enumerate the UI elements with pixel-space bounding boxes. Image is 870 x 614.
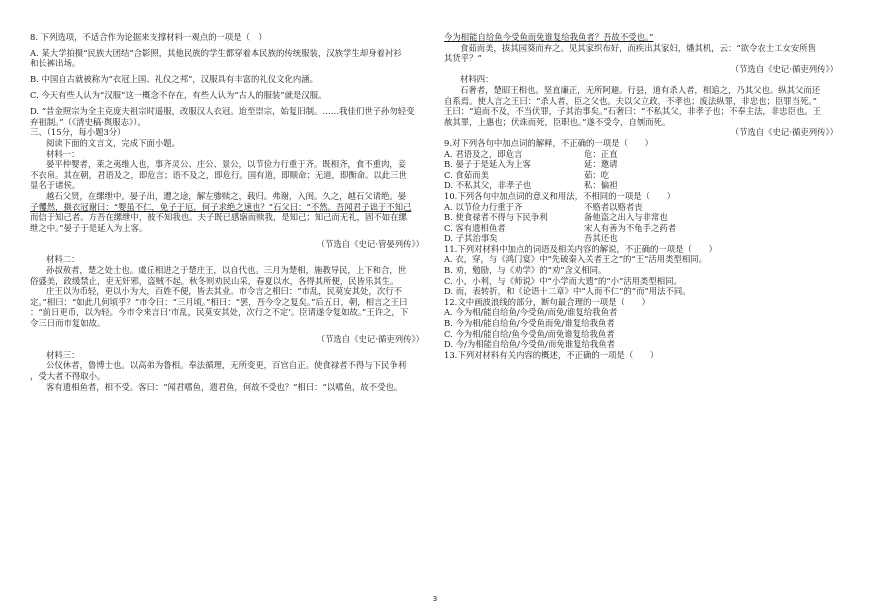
option-row <box>444 233 842 244</box>
text-line: 今为相能自给鱼今受鱼而免谁复给我鱼者？吾故不受也。” <box>444 32 654 42</box>
text-line: A. 衣，穿，与《鸿门宴》中“先破秦入关者王之”的“王”活用类型相同。 <box>444 254 707 265</box>
option-gloss: 危：正直 <box>584 148 618 159</box>
option-gloss: 吾其还也 <box>584 233 618 244</box>
option-row <box>444 149 842 160</box>
text-line: C. 今天有些人认为“汉服”这一概念不存在，有些人认为“古人的服装”就是汉服。 <box>30 90 327 101</box>
text-line: 俗盛美，政缓禁止，吏无奸邪，盗贼不起。秋冬则劝民山采，春夏以水，各得其所便，民皆乐其生。 <box>30 275 399 286</box>
text-line: 材料三： <box>46 349 80 360</box>
text-line: 材料二： <box>46 254 80 265</box>
option-row <box>444 202 842 213</box>
page-number: 3 <box>432 595 438 603</box>
text-line: 弃祖制。”（《清史稿·舆服志》）。 <box>30 116 146 127</box>
option-row <box>444 159 842 170</box>
text-line: D. 而，表转折，和《论语十二章》中“人而不仁”的“而”用法不同。 <box>444 286 691 297</box>
text-line: 令三日而市复如故。 <box>30 318 106 329</box>
option-gloss: 宋人有善为不龟手之药者 <box>584 222 677 233</box>
option-sentence: D. 子其治事矣 <box>444 233 498 244</box>
text-line: （节选自《史记·循吏列传》） <box>730 63 838 74</box>
text-line: B. 中国自古就被称为“衣冠上国、礼仪之邦”，汉服具有丰富的礼仪文化内涵。 <box>30 74 319 85</box>
option-row <box>444 223 842 234</box>
option-gloss: 不赂者以赂者丧 <box>584 201 643 212</box>
text-line: 自系焉。使人言之王曰：“杀人者，臣之父也。夫以父立政，不孝也；废法纵罪，非忠也；臣罪当死。” <box>444 95 817 106</box>
text-line: B. 劝，勉励，与《劝学》的“劝”含义相同。 <box>444 265 607 276</box>
option-sentence: A. 以节俭力行重于齐 <box>444 201 523 212</box>
text-line: 庄王以为币轻，更以小为大，百姓不便，皆去其业。市令言之相曰：“市乱，民莫安其处，次行不 <box>46 286 403 297</box>
text-line: A. 某大学拍摄“民族大团结”合影照，其他民族的学生都穿着本民族的传统服装，汉族学生却身着衬衫 <box>30 47 402 58</box>
right-column <box>444 32 842 360</box>
text-line: 材料一： <box>46 148 80 159</box>
text-line: 其货乎？” <box>444 53 482 64</box>
text-line: 食茹而美，拔其园葵而弃之。见其家织布好，而疾出其家妇，燔其机，云：“欲令农士工女安所售 <box>460 42 817 53</box>
text-line: 13.下列对材料有关内容的概述，不正确的一项是（ ） <box>444 349 659 360</box>
text-line: A. 今为相/能自给鱼/今受鱼/而免/谁复给我鱼者 <box>444 307 618 318</box>
option-sentence: B. 晏子于是延入为上客 <box>444 159 531 170</box>
text-line: 材料四： <box>460 74 494 85</box>
text-line: 孙叔敖者，楚之处士也。虞丘相进之于楚庄王，以自代也。三月为楚相，施教导民，上下和合，世 <box>46 265 407 276</box>
left-column <box>30 32 428 392</box>
text-line: 子戄然，摄衣冠谢曰：“婴虽不仁，免子于厄，何子求绝之速也？”石父曰：“不然。吾闻君子诎于不知己 <box>30 201 412 212</box>
text-line: 石奢者，楚昭王相也。坚直廉正，无所阿避。行县，道有杀人者，相追之，乃其父也。纵其父而还 <box>460 84 821 95</box>
text-line: 12.文中画波浪线的部分，断句最合理的一项是（ ） <box>444 296 650 307</box>
text-line: D. 今/为相能自给鱼/今受鱼/而免谁复给我鱼者 <box>444 339 615 350</box>
text-line: 显名于诸侯。 <box>30 180 81 191</box>
option-sentence: A. 君语及之，即危言 <box>444 148 523 159</box>
text-line: 赦其罪，上惠也；伏诛而死，臣职也。”遂不受令，自刎而死。 <box>444 116 671 127</box>
text-line: 王曰：“追而不及，不当伏罪，子其治事矣。”石奢曰：“不私其父，非孝子也；不奉主法，非忠臣也。王 <box>444 106 822 117</box>
text-line: 而信于知己者。方吾在缧绁中，彼不知我也。夫子既已感寤而赎我，是知己；知己而无礼，固不如在缧 <box>30 212 407 223</box>
option-sentence: B. 使食禄者不得与下民争利 <box>444 212 548 223</box>
text-line: （节选自《史记·循吏列传》） <box>730 127 838 138</box>
text-line: 阅读下面的文言文，完成下面小题。 <box>46 137 180 148</box>
option-sentence: C. 食茹而美 <box>444 169 489 180</box>
text-line: 和长裤出场。 <box>30 58 81 69</box>
option-sentence: C. 客有遗相鱼者 <box>444 222 506 233</box>
text-line: 公仪休者，鲁博士也。以高弟为鲁相。奉法循理，无所变更，百官自正。使食禄者不得与下民争利 <box>46 360 407 371</box>
text-line: 不衣帛。其在朝，君语及之，即危言；语不及之，即危行。国有道，即顺命；无道，即衡命。以此三世 <box>30 169 407 180</box>
text-line: 定。”相曰：“如此几何顷乎？”市令曰：“三月顷。”相曰：“罢，吾今令之复矣。”后五日，朝，相言之王曰 <box>30 296 408 307</box>
text-line: 三、（15分，每小题3分） <box>30 127 126 138</box>
text-line: 晏平仲婴者，莱之夷维人也，事齐灵公、庄公、景公，以节俭力行重于齐。既相齐，食不重肉，妾 <box>46 159 407 170</box>
text-line: （节选自《史记·管晏列传》） <box>316 238 424 249</box>
text-line: C. 小，小利，与《师说》中“小学而大遗”的“小”活用类型相同。 <box>444 275 682 286</box>
option-row <box>444 180 842 191</box>
question-title: 10.下列各句中加点词的意义和用法，不相同的一项是（ ） <box>444 190 676 201</box>
option-gloss: 备他盗之出入与非常也 <box>584 212 668 223</box>
option-row <box>444 170 842 181</box>
text-line: 越石父贤，在缧绁中。晏子出，遭之途，解左骖赎之，载归。弗谢，入闺。久之，越石父请绝。晏 <box>46 190 407 201</box>
option-gloss: 延：邀请 <box>584 159 618 170</box>
text-line: （节选自《史记·循吏列传》） <box>316 333 424 344</box>
text-line: 11.下列对材料中加点的词语及相关内容的解说，不正确的一项是（ ） <box>444 243 717 254</box>
text-line: C. 今为相/能自给/鱼今受鱼/而免谁复给我鱼者 <box>444 328 615 339</box>
text-line: ：“前日更币，以为轻。今市令来言曰‘市乱，民莫安其处，次行之不定’。臣请遂令复如故。”王许之，下 <box>30 307 409 318</box>
text-line: ，受大者不得取小。 <box>30 371 106 381</box>
text-line: D. “昔金照宗为全主克庞夫祖宗时遥服，改服汉人衣冠。迨至崇宗，始复旧制。……我佳们世子孙勿轻变 <box>30 106 415 117</box>
option-gloss: 私：偏袒 <box>584 180 618 191</box>
text-line: 客有遗相鱼者，相不受。客曰：“闻君嗜鱼，遗君鱼，何故不受也？”相曰：“以嗜鱼，故不受也。 <box>46 381 403 392</box>
text-line: B. 今为相/能自给鱼/今受鱼而免/谁复给我鱼者 <box>444 318 615 329</box>
option-row <box>444 212 842 223</box>
option-sentence: D. 不私其父，非孝子也 <box>444 180 532 191</box>
text-line: 绁之中。”晏子于是延入为上客。 <box>30 222 148 233</box>
text-line: 8. 下列选项，不适合作为论据来支撑材料一观点的一项是（ ） <box>30 32 267 42</box>
option-gloss: 茹：吃 <box>584 169 610 180</box>
text-line: 9.对下列各句中加点词的解释，不正确的一项是（ ） <box>444 137 653 148</box>
